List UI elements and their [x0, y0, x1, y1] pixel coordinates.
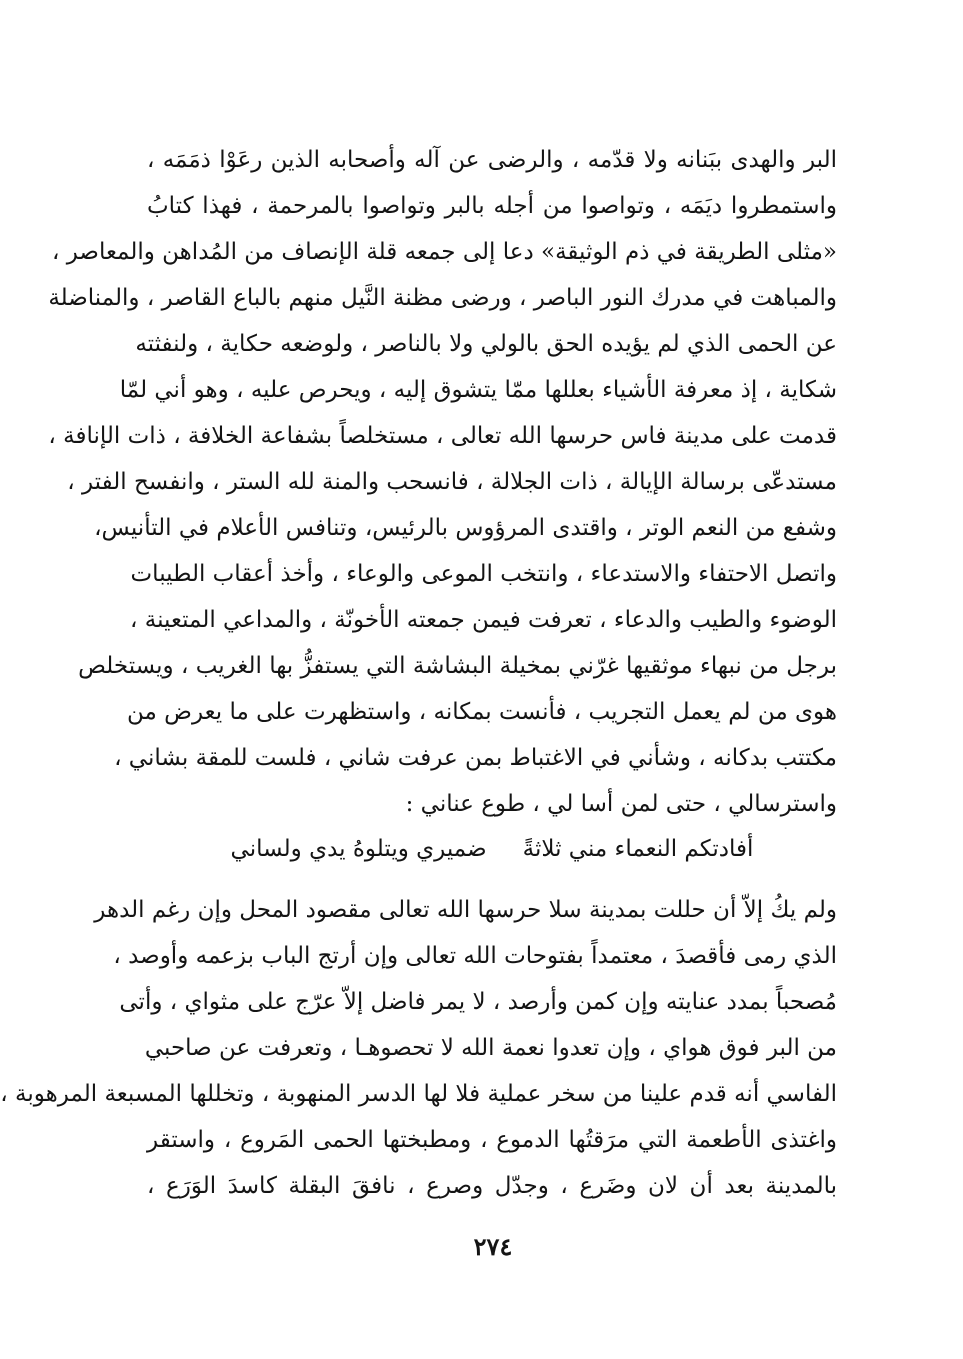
text-line: الذي رمى فأقصدَ ، معتمداً بفتوحات الله تعالى وإن أرتج الباب بزعمه وأوصد ، — [113, 943, 837, 969]
text-line: عن الحمى الذي لم يؤيده الحق بالولي ولا بالناصر ، ولوضعه حكاية ، ولنفثته — [135, 331, 837, 357]
verse-first-hemistich: أفادتكم النعماء مني ثلاثةً — [522, 836, 754, 862]
paragraph-2 — [0, 887, 837, 1209]
text-line: واستمطروا ديَمَه ، وتواصوا من أجله بالبر وتواصوا بالمرحمة ، فهذا كتابُ — [147, 193, 837, 219]
text-line: وشفع من النعم الوتر ، واقتدى المرؤوس بالرئيس، وتنافس الأعلام في التأنيس، — [94, 515, 837, 541]
text-line: شكاية ، إذ معرفة الأشياء بعللها ممّا يتشوق إليه ، ويحرص عليه ، وهو أني لمّا — [119, 377, 837, 403]
verse-second-hemistich: ضميري ويتلوهُ يدي ولساني — [230, 836, 487, 862]
text-line: مستدعّى برسالة الإيالة ، ذات الجلالة ، فانسحب والمنة لله الستر ، وانفسح الفتر ، — [67, 469, 837, 495]
text-line: البر والهدى ببَنانه ولا قدّمه ، والرضى عن آله وأصحابه الذين رعَوْا ذمَمَه ، — [147, 147, 837, 173]
text-line: هوى من لم يعمل التجريب ، فأنست بمكانه ، واستظهرت على ما يعرض من — [127, 699, 837, 725]
text-line: واتصل الاحتفاء والاستدعاء ، وانتخب الموعى والوعاء ، وأخذ أعقاب الطيبات — [130, 561, 837, 587]
text-line: والمباهت في مدرك النور الباصر ، ورضى مظنة النَّيل منهم بالباع القاصر ، والمناضلة — [48, 285, 837, 311]
text-line: قدمت على مدينة فاس حرسها الله تعالى ، مستخلصاً بشفاعة الخلافة ، ذات الإنافة ، — [48, 423, 837, 449]
text-line: من البر فوق هواي ، وإن تعدوا نعمة الله لا تحصوهـا ، وتعرفت عن صاحبي — [144, 1035, 837, 1061]
text-line: واغتذى الأطعمة التي مرَقتُها الدموع ، ومطبختها الحمى المَروع ، واستقر — [147, 1127, 837, 1153]
text-line: «مثلى الطريقة في ذم الوثيقة» دعا إلى جمعه قلة الإنصاف من المُداهن والمعاصر ، — [52, 239, 837, 265]
text-line: واسترسالي ، حتى لمن أسا لي ، طوع عناني : — [405, 791, 837, 817]
text-line: الفاسي أنه قدم علينا من سخر عملية فلا لها الدسر المنهوبة ، وتخللها المسبعة المرهوبة ، — [0, 1081, 837, 1107]
text-line: برجل من نبهاء موثقيها غرّني بمخيلة البشاشة التي يستفزُّ بها الغريب ، ويستخلص — [78, 653, 837, 679]
text-line: مكتتب بدكانه ، وشأني في الاغتباط بمن عرفت شاني ، فلست للمقة بشاني ، — [114, 745, 837, 771]
paragraph-1 — [48, 137, 837, 827]
text-line: بالمدينة بعد أن لان وضَرع ، وجدّل وصرع ، نافقَ البقلة كاسدَ الوَرَع ، — [147, 1173, 837, 1199]
text-line: مُصحباً بمدد عنايته وإن كمن وأرصد ، لا يمر فاضل إلاّ عرّج على مثواي ، وأتى — [119, 989, 837, 1015]
text-line: ولم يكُ إلاّ أن حللت بمدينة سلا حرسها الله تعالى مقصود المحل وإن رغم الدهر — [94, 897, 837, 923]
poetry-verse — [147, 826, 837, 872]
page-number: ٢٧٤ — [473, 1232, 513, 1261]
text-line: الوضوء والطيب والدعاء ، تعرفت فيمن جمعته الأخونّة ، والمداعي المتعينة ، — [130, 607, 837, 633]
